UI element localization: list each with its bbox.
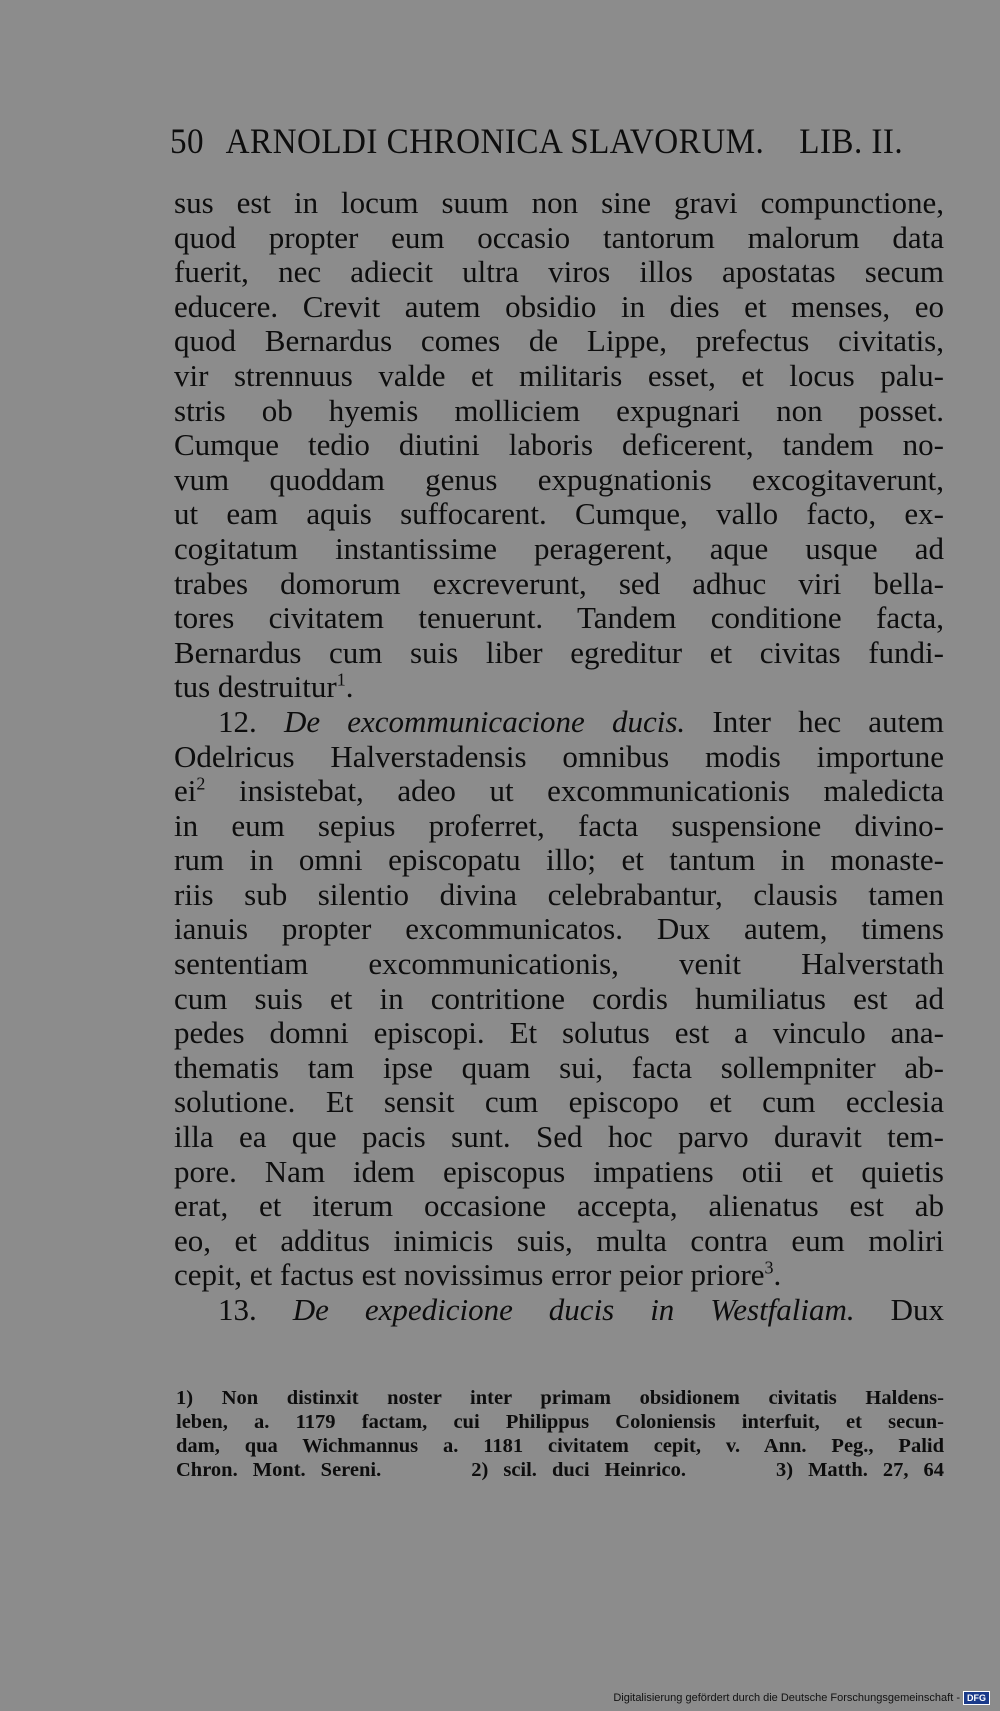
footnote-line: leben, a. 1179 factam, cui Philippus Coloniensis interfuit, et secun- [176,1411,944,1433]
dfg-logo-icon: DFG [963,1691,990,1705]
running-title: ARNOLDI CHRONICA SLAVORUM. [225,121,765,161]
running-header [170,120,904,162]
footnote-line: 1) Non distinxit noster inter primam obsidionem civitatis Haldens- [176,1387,944,1409]
text-line: quod propter eum occasio tantorum malorum data [174,219,944,255]
text-line: eo, et additus inimicis suis, multa contra eum moliri [174,1222,944,1258]
section-title: De expedicione ducis in Westfaliam. [292,1292,855,1327]
text-line: trabes domorum excreverunt, sed adhuc viri bella- [174,565,944,601]
text-line: rum in omni episcopatu illo; et tantum in monaste- [174,842,944,878]
book-label: LIB. II. [799,121,904,161]
text-line: sus est in locum suum non sine gravi compunctione, [174,185,944,220]
text-line: tores civitatem tenuerunt. Tandem conditione facta, [174,600,944,636]
text-line: pedes domni episcopi. Et solutus est a vinculo ana- [174,1015,944,1051]
text-span: tus destruitur [174,669,337,705]
text-line: thematis tam ipse quam sui, facta sollempniter ab- [174,1049,944,1085]
text-line: cepit, et factus est novissimus error peior priore$^3$. [174,1257,782,1293]
text-line: ianuis propter excommunicatos. Dux autem, timens [174,911,944,947]
text-line: fuerit, nec adiecit ultra viros illos apostatas secum [174,254,944,290]
section-number: 12. [218,703,257,739]
digitization-credit [613,1691,990,1705]
section-number: 13. [218,1292,257,1327]
text-line: ut eam aquis suffocarent. Cumque, vallo facto, ex- [174,496,944,532]
text-line: vir strennuus valde et militaris esset, et locus palu- [174,357,944,393]
text-line: pore. Nam idem episcopus impatiens otii et quietis [174,1153,944,1189]
text-line: quod Bernardus comes de Lippe, prefectus civitatis, [174,323,944,359]
footnote-mark: 2 [196,773,206,794]
text-line: illa ea que pacis sunt. Sed hoc parvo duravit tem- [174,1119,944,1155]
text-span: ei [174,773,197,809]
text-line: sententiam excommunicationis, venit Halverstath [174,946,944,982]
text-line: in eum sepius proferret, facta suspensione divino- [174,807,944,843]
text-span: Inter hec autem [712,703,945,739]
text-line [174,774,944,809]
section-13-heading-line [174,1293,944,1328]
text-line: erat, et iterum occasione accepta, alienatus est ab [174,1188,944,1224]
footnotes [176,1386,944,1482]
footnote-line: Chron. Mont. Sereni. 2) scil. duci Heinrico. 3) Matth. 27, 64 [176,1459,944,1481]
text-line: tus destruitur$^1$. [174,669,354,705]
text-line: Bernardus cum suis liber egreditur et civitas fundi- [174,634,944,670]
text-line: educere. Crevit autem obsidio in dies et menses, eo [174,288,944,324]
credit-text: Digitalisierung gefördert durch die Deutsche Forschungsgemeinschaft - [613,1692,960,1704]
text-line: vum quoddam genus expugnationis excogitaverunt, [174,461,944,497]
section-12-heading-line [174,705,944,740]
text-line: stris ob hyemis molliciem expugnari non posset. [174,392,944,428]
text-span: insistebat, adeo ut excommunicationis maledicta [238,773,944,809]
text-line: riis sub silentio divina celebrabantur, clausis tamen [174,876,944,912]
text-line: Odelricus Halverstadensis omnibus modis importune [174,738,944,774]
text-line: solutione. Et sensit cum episcopo et cum ecclesia [174,1084,944,1120]
footnote-mark: 3 [764,1258,774,1279]
text-line: cogitatum instantissime peragerent, aque usque ad [174,530,944,566]
footnote-mark: 1 [336,669,346,690]
main-text [174,186,944,1328]
text-span: cepit, et factus est novissimus error peior priore [174,1257,765,1293]
text-span: Dux [890,1292,945,1327]
text-line: Cumque tedio diutini laboris deficerent, tandem no- [174,427,944,463]
footnote-line: dam, qua Wichmannus a. 1181 civitatem cepit, v. Ann. Peg., Palid [176,1435,944,1457]
text-line: cum suis et in contritione cordis humiliatus est ad [174,980,944,1016]
page-number: 50 [170,121,205,161]
section-title: De excommunicacione ducis. [283,703,686,739]
